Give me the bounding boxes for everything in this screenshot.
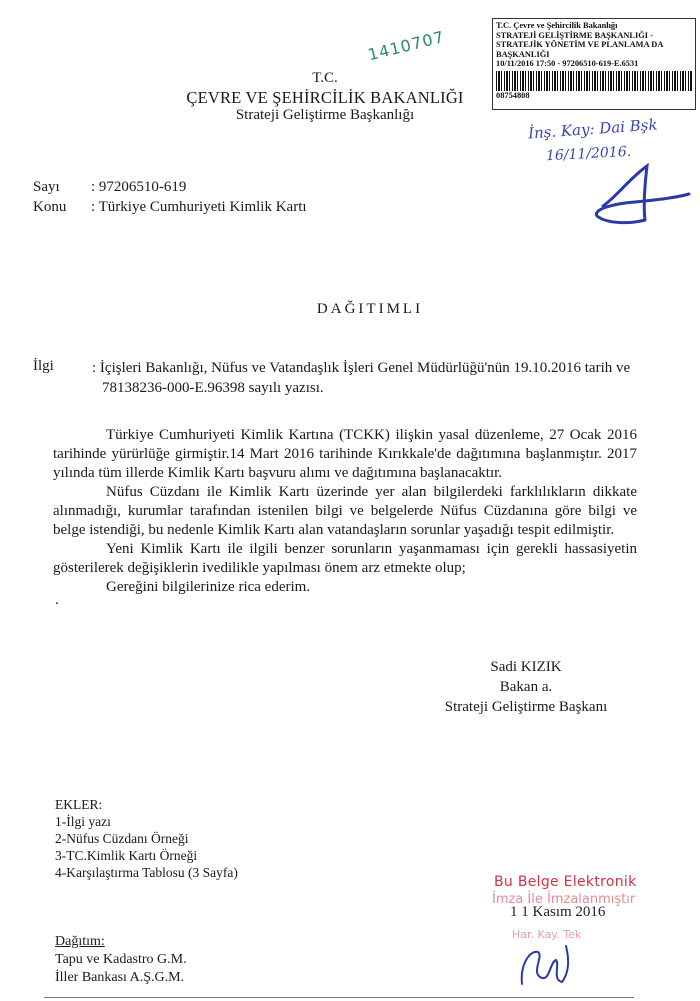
header-tc: T.C. bbox=[312, 70, 338, 86]
distribution-list-heading: Dağıtım: bbox=[55, 934, 105, 949]
distribution-list bbox=[55, 933, 187, 987]
subject-label: Konu bbox=[33, 199, 67, 215]
distribution-item: Tapu ve Kadastro G.M. bbox=[55, 952, 187, 967]
signature-block bbox=[396, 657, 656, 717]
handwritten-number: 1410707 bbox=[366, 27, 447, 65]
body-paragraph: Yeni Kimlik Kartı ile ilgili benzer sorunların yaşanmaması için gerekli hassasiyetin gösterilerek değişiklerin ivedilikle yapılması önem arz etmekte olup; bbox=[53, 541, 637, 576]
reference-number-row bbox=[33, 179, 186, 196]
stray-mark: . bbox=[55, 592, 59, 608]
registry-stamp-line: STRATEJİK YÖNETİM VE PLANLAMA DA bbox=[496, 40, 664, 49]
reference-number-label: Sayı bbox=[33, 179, 60, 195]
registry-stamp-line: T.C. Çevre ve Şehircilik Bakanlığı bbox=[496, 21, 618, 30]
registry-stamp-line: STRATEJİ GELİŞTİRME BAŞKANLIĞI - bbox=[496, 30, 653, 40]
body-paragraph: Gereğini bilgilerinize rica ederim. bbox=[106, 579, 311, 595]
registry-stamp-line: 10/11/2016 17:50 - 97206510-619-E.6531 bbox=[496, 59, 639, 68]
subject-value: : Türkiye Cumhuriyeti Kimlik Kartı bbox=[91, 199, 307, 215]
barcode-number: 08754808 bbox=[496, 90, 530, 100]
stamp-line: İmza İle İmzalanmıştır bbox=[492, 892, 636, 907]
attachment-item: 2-Nüfus Cüzdanı Örneği bbox=[55, 831, 189, 846]
attachments-heading: EKLER: bbox=[55, 797, 103, 812]
attachment-item: 1-İlgi yazı bbox=[55, 814, 111, 829]
handwritten-note: İnş. Kay: Dai Bşk bbox=[527, 115, 659, 143]
distribution-item: İller Bankası A.Ş.G.M. bbox=[55, 970, 185, 985]
signatory-name: Sadi KIZIK bbox=[490, 659, 562, 675]
reference-number-value: : 97206510-619 bbox=[91, 179, 187, 195]
signatory-title: Bakan a. bbox=[499, 679, 553, 695]
registry-stamp-line: BAŞKANLIĞI bbox=[496, 49, 550, 59]
signatory-position: Strateji Geliştirme Başkanı bbox=[444, 699, 608, 715]
subject-row bbox=[33, 199, 307, 216]
header-department: Strateji Geliştirme Başkanlığı bbox=[235, 107, 415, 123]
stamp-line: Bu Belge Elektronik bbox=[494, 874, 637, 890]
stamp-line: Har. Kay. Tek bbox=[512, 928, 582, 941]
body-paragraph: Nüfus Cüzdanı ile Kimlik Kartı üzerinde yer alan bilgilerdeki farklılıkların dikkate alınmadığı, kurumlar tarafından istenilen bilgi ve belgelerde Nüfus Cüzdanına göre bilgi ve belge istendiği, bu nedenle Kimlik Kartı alan vatandaşların sorunlar yaşadığı tespit edilmiştir. bbox=[53, 484, 637, 538]
attachment-item: 4-Karşılaştırma Tablosu (3 Sayfa) bbox=[55, 865, 238, 880]
handwritten-date: 16/11/2016. bbox=[545, 143, 632, 165]
header-ministry: ÇEVRE VE ŞEHİRCİLİK BAKANLIĞI bbox=[186, 88, 464, 107]
letter-body bbox=[53, 426, 637, 597]
attachments-list bbox=[55, 796, 238, 881]
distribution-heading: DAĞITIMLI bbox=[316, 301, 424, 317]
body-paragraph: Türkiye Cumhuriyeti Kimlik Kartına (TCKK) ilişkin yasal düzenleme, 27 Ocak 2016 tarihinde yürürlüğe girmiştir.14 Mart 2016 tarihinde Kırıkkale'de dağıtımına başlanmıştır. 2017 yılında tüm illerde Kimlik Kartı başvuru alımı ve dağıtımına başlanacaktır. bbox=[53, 427, 637, 481]
handwritten-signature-icon bbox=[585, 158, 695, 233]
registry-stamp bbox=[492, 18, 696, 110]
stamp-date: 1 1 Kasım 2016 bbox=[510, 904, 606, 920]
reference-label: İlgi bbox=[33, 358, 54, 374]
electronic-signature-stamp bbox=[482, 872, 652, 992]
attachment-item: 3-TC.Kimlik Kartı Örneği bbox=[55, 848, 198, 863]
footer-divider bbox=[44, 997, 634, 998]
reference-text: : İçişleri Bakanlığı, Nüfus ve Vatandaşlık İşleri Genel Müdürlüğü'nün 19.10.2016 tarih ve 78138236-000-E.96398 sayılı yazısı. bbox=[92, 360, 631, 396]
barcode-icon bbox=[496, 71, 692, 91]
stamp-signature-icon bbox=[516, 934, 576, 992]
